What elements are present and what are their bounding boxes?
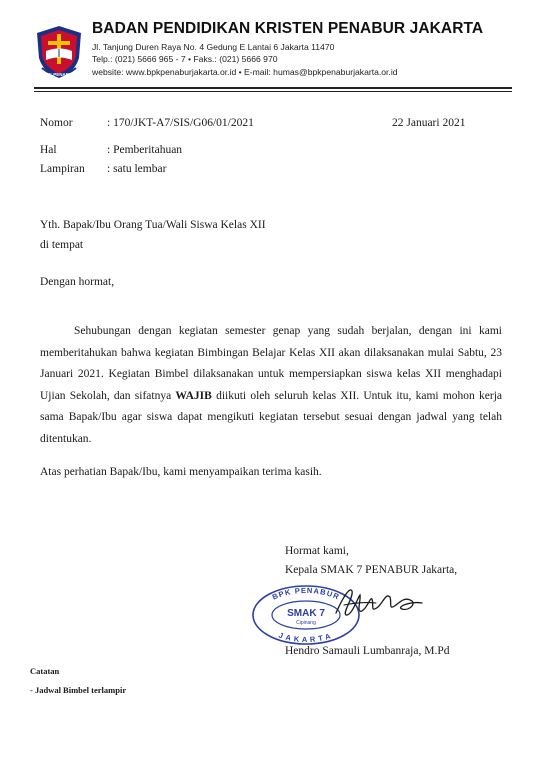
- signature-position: Kepala SMAK 7 PENABUR Jakarta,: [285, 564, 458, 576]
- organization-name: BADAN PENDIDIKAN KRISTEN PENABUR JAKARTA: [92, 20, 484, 37]
- header-rule-thick: [34, 87, 512, 89]
- web-email-line: website: www.bpkpenaburjakarta.or.id • E-mail: humas@bpkpenaburjakarta.or.id: [92, 66, 398, 77]
- stamp-sub-text: Cipinang: [296, 620, 316, 626]
- bpk-penabur-logo: [34, 24, 84, 80]
- signature-salutation: Hormat kami,: [285, 545, 349, 557]
- recipient-place: di tempat: [40, 239, 84, 251]
- header-rule-thin: [34, 91, 512, 92]
- body-text-part2: diikuti oleh seluruh kelas XII. Untuk itu, kami mohon kerja sama Bapak/Ibu agar siswa dapat mengikuti kegiatan tersebut sesuai dengan jadwal yang telah ditentukan.: [40, 389, 502, 445]
- hal-value: : Pemberitahuan: [107, 144, 183, 156]
- nomor-label: Nomor: [40, 117, 73, 129]
- logo-text: BPK PENABUR: [42, 72, 76, 77]
- letter-date: 22 Januari 2021: [392, 117, 466, 129]
- nomor-value: : 170/JKT-A7/SIS/G06/01/2021: [107, 117, 254, 129]
- handwritten-signature: [330, 583, 430, 623]
- stamp-bottom-text: JAKARTA: [277, 630, 335, 645]
- notes-title: Catatan: [30, 666, 60, 676]
- body-emphasis: WAJIB: [175, 389, 212, 402]
- notes-item: - Jadwal Bimbel terlampir: [30, 685, 127, 695]
- recipient-line: Yth. Bapak/Ibu Orang Tua/Wali Siswa Kelas XII: [40, 219, 266, 231]
- body-text-part1: Sehubungan dengan kegiatan semester genap yang sudah berjalan, dengan ini kami memberitahukan bahwa kegiatan Bimbingan Belajar Kelas XII akan dilaksanakan mulai Sabtu, 23 Januari 2021. Kegiatan Bimbel dilaksanakan untuk mempersiapkan siswa kelas XII menghadapi Ujian Sekolah, dan sifatnya: [40, 325, 502, 402]
- hal-label: Hal: [40, 144, 57, 156]
- address-line: Jl. Tanjung Duren Raya No. 4 Gedung E Lantai 6 Jakarta 11470: [92, 42, 335, 52]
- body-paragraph: [40, 321, 502, 450]
- stamp-top-text: BPK PENABUR: [270, 585, 342, 602]
- phone-line: Telp.: (021) 5666 965 - 7 • Faks.: (021) 5666 970: [92, 54, 278, 65]
- closing-line: Atas perhatian Bapak/Ibu, kami menyampaikan terima kasih.: [40, 466, 322, 478]
- letterhead: [92, 20, 483, 78]
- stamp-center-text: SMAK 7: [287, 608, 325, 619]
- signatory-name: Hendro Samauli Lumbanraja, M.Pd: [285, 645, 450, 657]
- lampiran-value: : satu lembar: [107, 163, 167, 175]
- greeting: Dengan hormat,: [40, 276, 115, 288]
- lampiran-label: Lampiran: [40, 163, 85, 175]
